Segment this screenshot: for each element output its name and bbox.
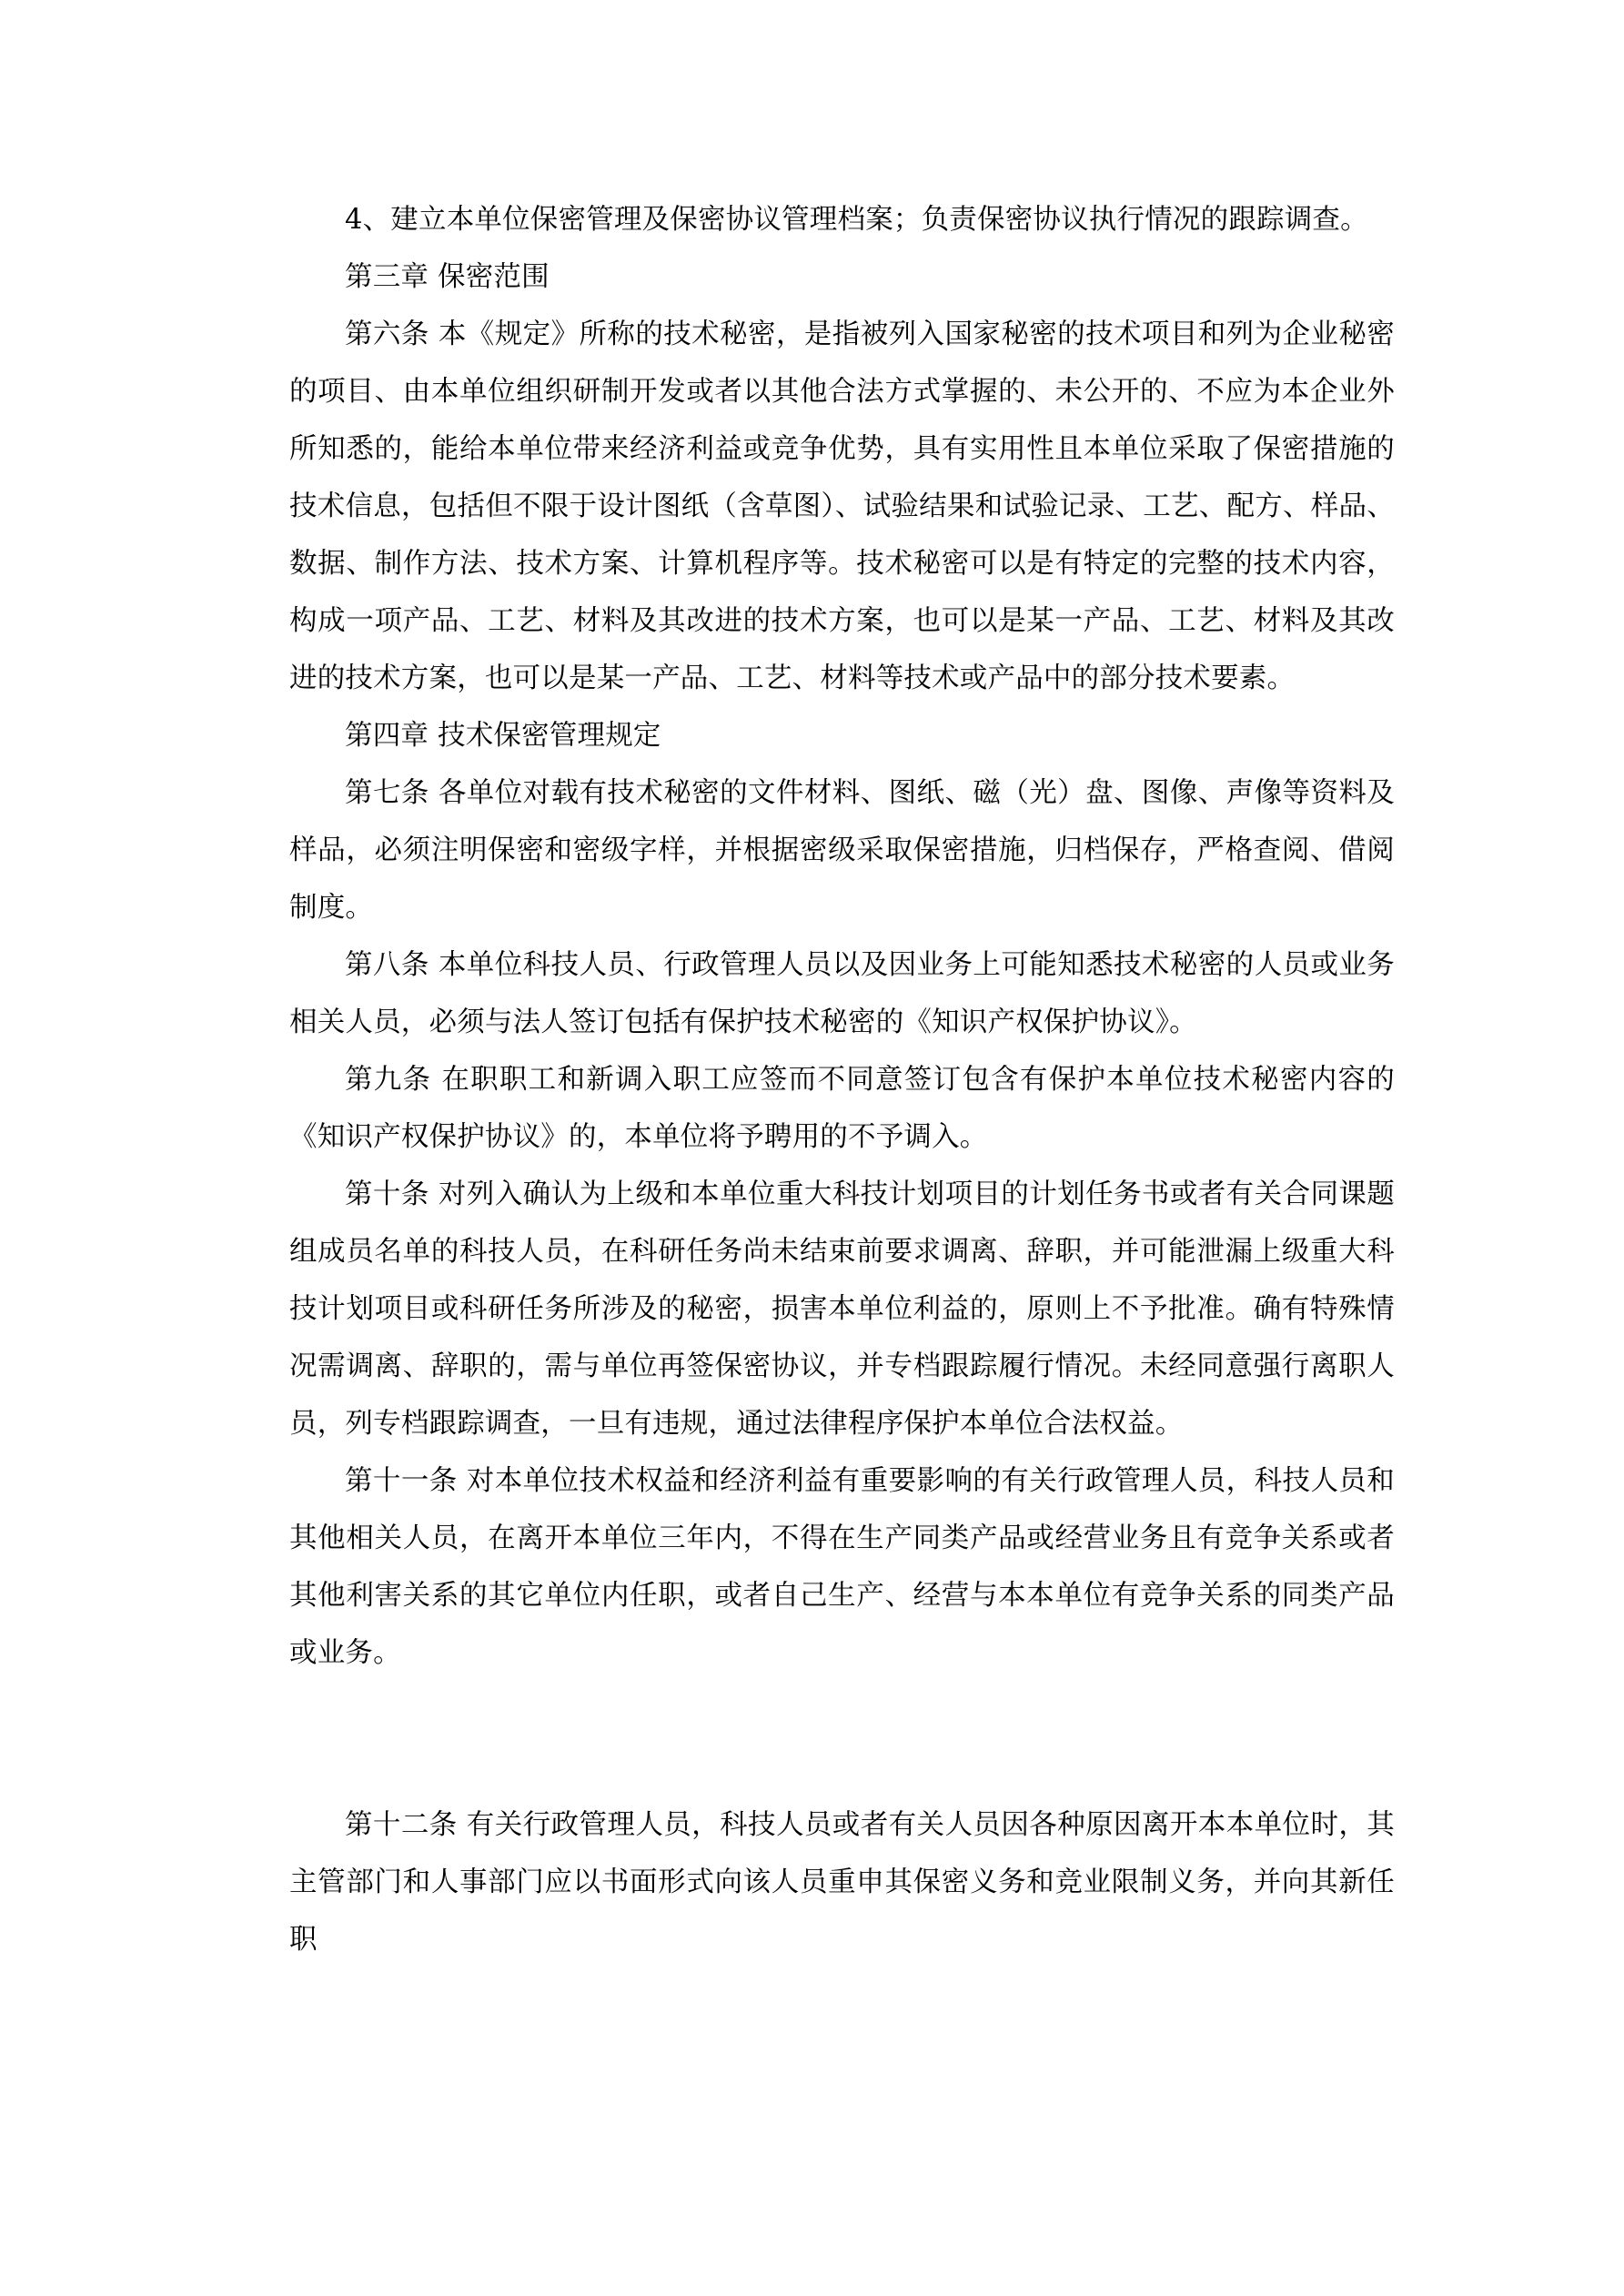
paragraph-article-8: 第八条 本单位科技人员、行政管理人员以及因业务上可能知悉技术秘密的人员或业务相关人员，必须与法人签订包括有保护技术秘密的《知识产权保护协议》。 [289,949,1395,1038]
heading-chapter-4: 第四章 技术保密管理规定 [345,720,661,752]
paragraph-item-4: 4、建立本单位保密管理及保密协议管理档案；负责保密协议执行情况的跟踪调查。 [345,204,1368,236]
paragraph-article-12: 第十二条 有关行政管理人员，科技人员或者有关人员因各种原因离开本本单位时，其主管部门和人事部门应以书面形式向该人员重申其保密义务和竞业限制义务，并向其新任职 [289,1809,1395,1956]
heading-chapter-3: 第三章 保密范围 [345,261,550,293]
document-body [289,191,1395,1968]
paragraph-article-9: 第九条 在职职工和新调入职工应签而不同意签订包含有保护本单位技术秘密内容的《知识产权保护协议》的，本单位将予聘用的不予调入。 [289,1064,1395,1153]
paragraph-spacer [289,1682,1395,1796]
paragraph-article-10: 第十条 对列入确认为上级和本单位重大科技计划项目的计划任务书或者有关合同课题组成员名单的科技人员，在科研任务尚未结束前要求调离、辞职，并可能泄漏上级重大科技计划项目或科研任务所涉及的秘密，损害本单位利益的，原则上不予批准。确有特殊情况需调离、辞职的，需与单位再签保密协议，并专档跟踪履行情况。未经同意强行离职人员，列专档跟踪调查，一旦有违规，通过法律程序保护本单位合法权益。 [289,1178,1395,1440]
paragraph-article-6: 第六条 本《规定》所称的技术秘密，是指被列入国家秘密的技术项目和列为企业秘密的项目、由本单位组织研制开发或者以其他合法方式掌握的、未公开的、不应为本企业外所知悉的，能给本单位带来经济利益或竞争优势，具有实用性且本单位采取了保密措施的技术信息，包括但不限于设计图纸（含草图）、试验结果和试验记录、工艺、配方、样品、数据、制作方法、技术方案、计算机程序等。技术秘密可以是有特定的完整的技术内容，构成一项产品、工艺、材料及其改进的技术方案，也可以是某一产品、工艺、材料及其改进的技术方案，也可以是某一产品、工艺、材料等技术或产品中的部分技术要素。 [289,319,1395,694]
paragraph-article-7: 第七条 各单位对载有技术秘密的文件材料、图纸、磁（光）盘、图像、声像等资料及样品，必须注明保密和密级字样，并根据密级采取保密措施，归档保存，严格查阅、借阅制度。 [289,777,1395,924]
paragraph-article-11: 第十一条 对本单位技术权益和经济利益有重要影响的有关行政管理人员，科技人员和其他相关人员，在离开本单位三年内，不得在生产同类产品或经营业务且有竞争关系或者其他利害关系的其它单位内任职，或者自己生产、经营与本本单位有竞争关系的同类产品或业务。 [289,1465,1395,1669]
